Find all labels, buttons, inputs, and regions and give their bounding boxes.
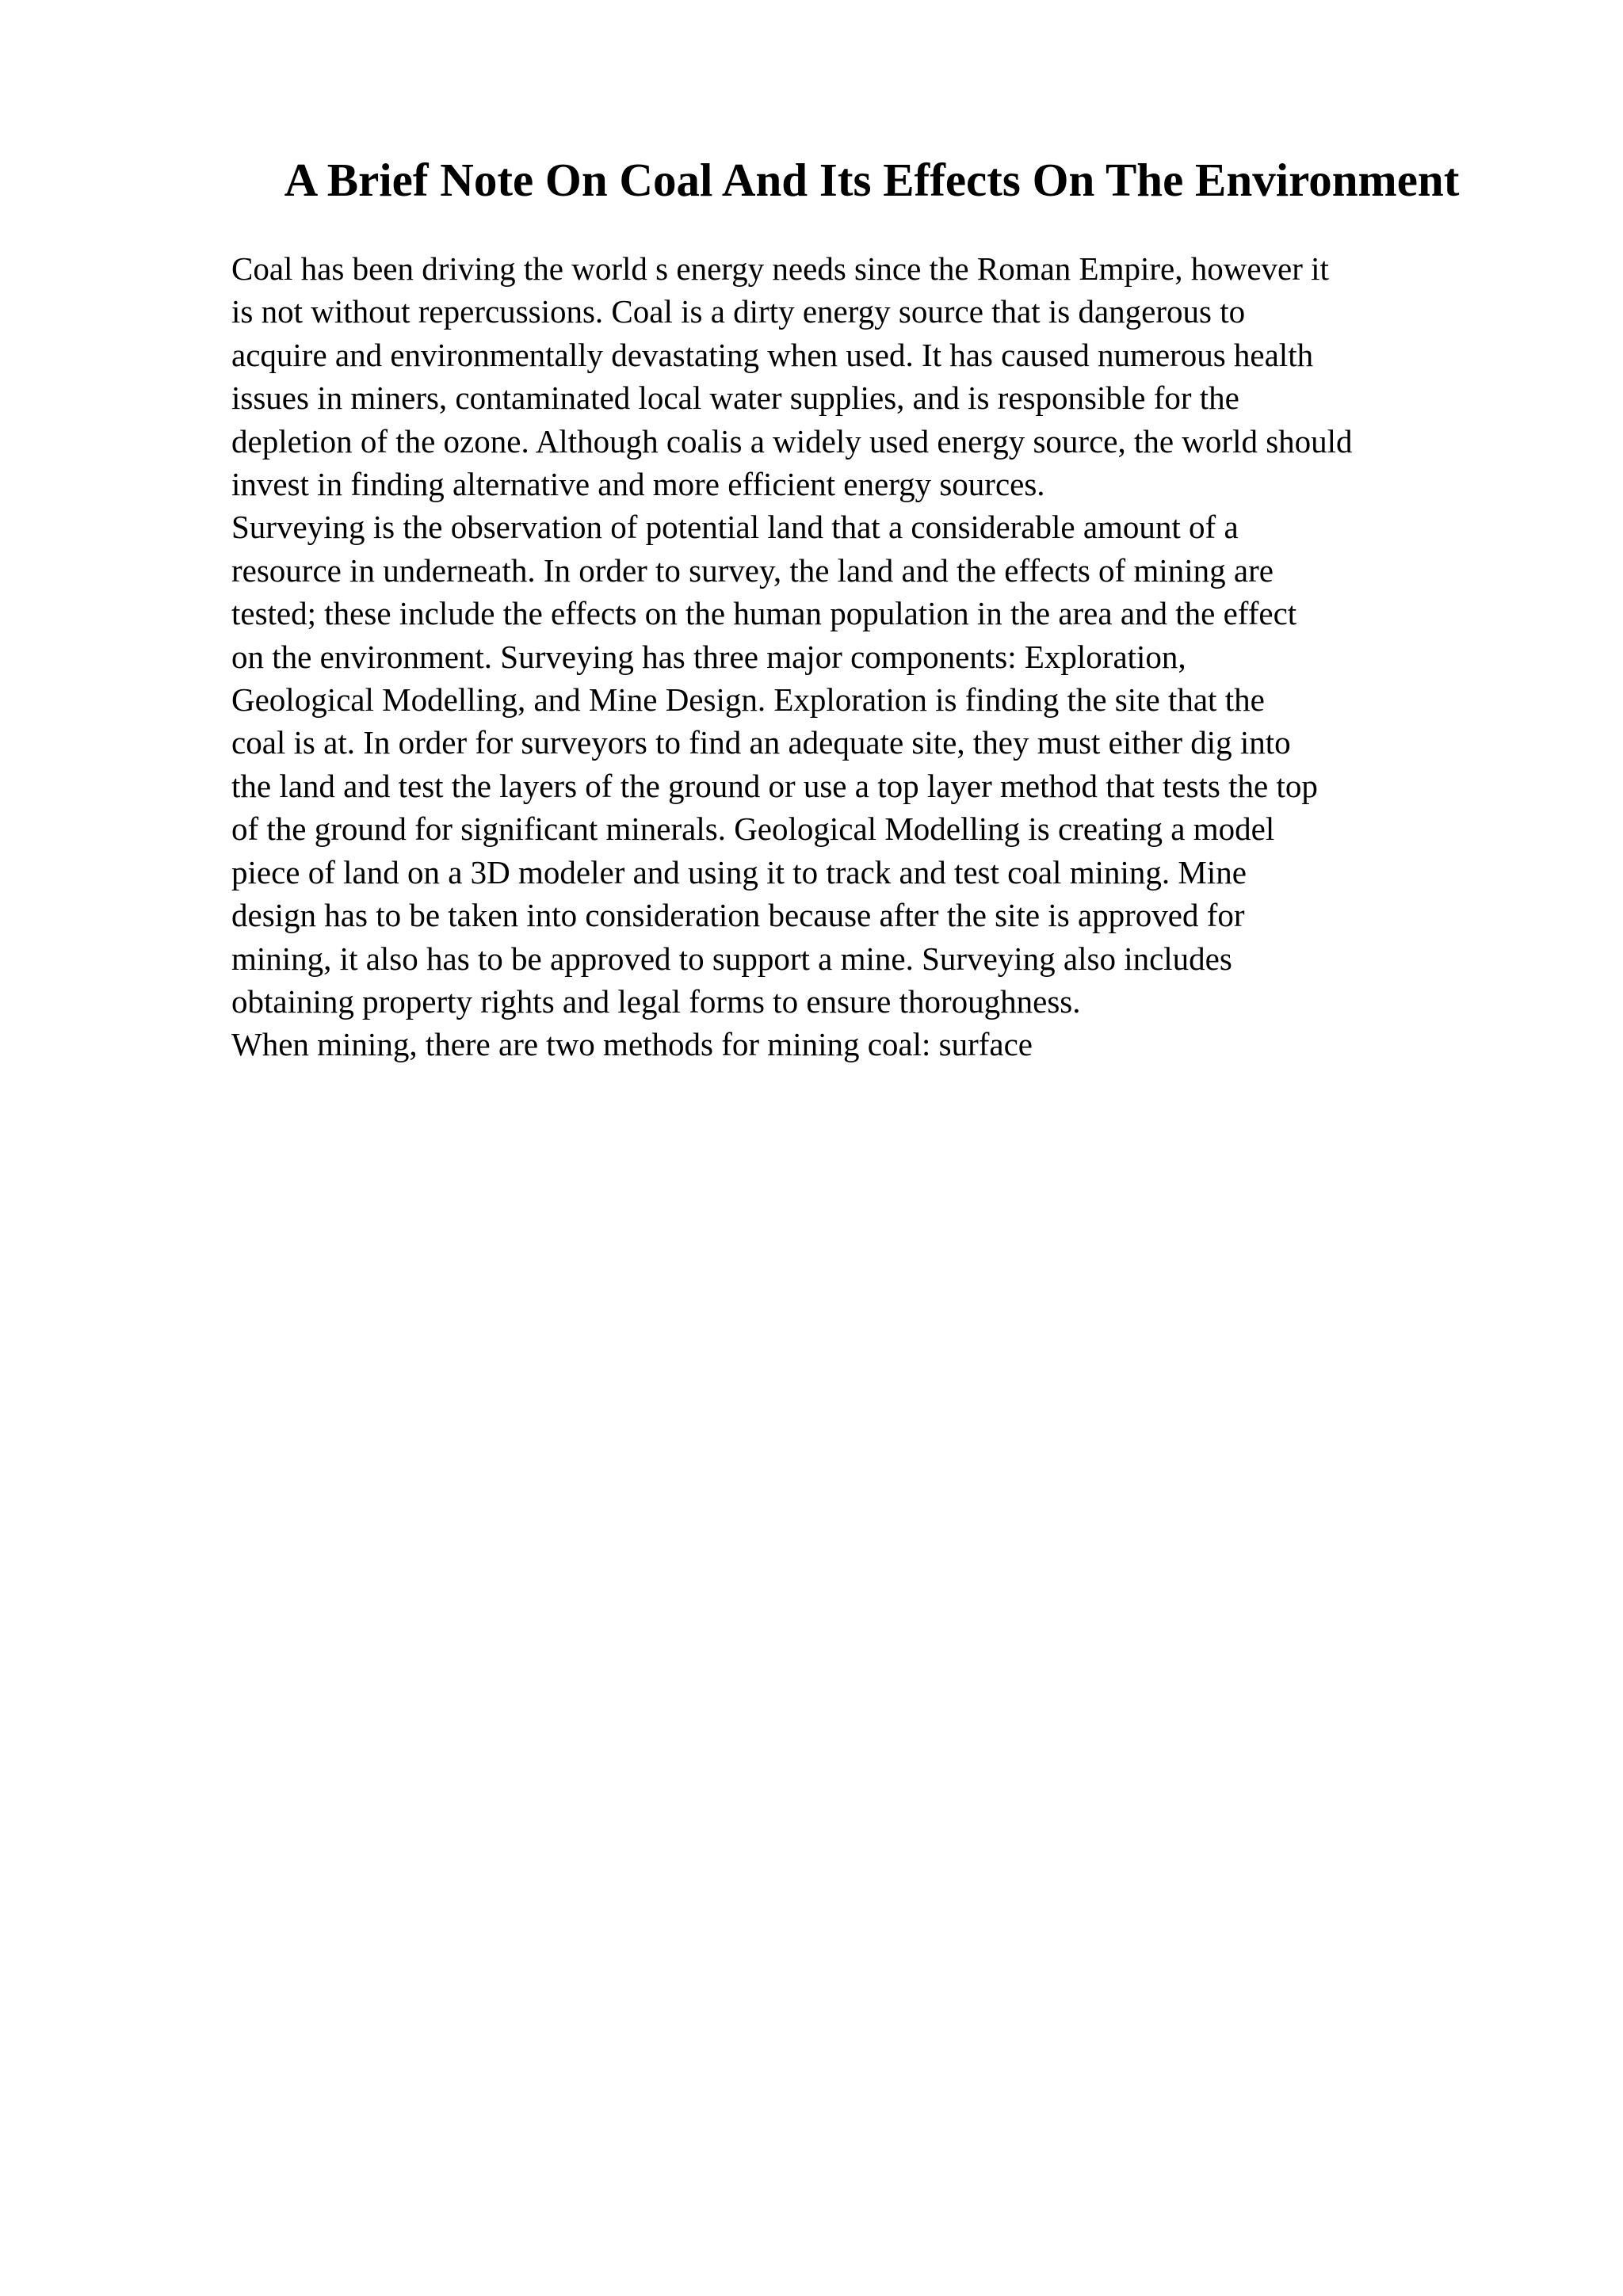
body-line: When mining, there are two methods for mining coal: surface: [231, 1026, 1033, 1063]
body-line: Surveying is the observation of potential land that a considerable amount of a: [231, 509, 1239, 546]
body-line: obtaining property rights and legal forms to ensure thoroughness.: [231, 982, 1081, 1020]
body-line: of the ground for significant minerals. Geological Modelling is creating a model: [231, 810, 1275, 848]
document-body: [231, 247, 1547, 1066]
body-line: issues in miners, contaminated local water supplies, and is responsible for the: [231, 379, 1239, 417]
body-line: acquire and environmentally devastating when used. It has caused numerous health: [231, 336, 1314, 373]
body-line: Geological Modelling, and Mine Design. Exploration is finding the site that the: [231, 681, 1265, 719]
body-line: is not without repercussions. Coal is a dirty energy source that is dangerous to: [231, 293, 1246, 330]
body-line: depletion of the ozone. Although coalis a widely used energy source, the world should: [231, 422, 1353, 460]
body-line: the land and test the layers of the ground or use a top layer method that tests the top: [231, 767, 1318, 804]
body-line: piece of land on a 3D modeler and using it to track and test coal mining. Mine: [231, 853, 1247, 891]
body-line: design has to be taken into consideration because after the site is approved for: [231, 897, 1245, 934]
body-line: Coal has been driving the world s energy needs since the Roman Empire, however it: [231, 250, 1329, 287]
body-line: coal is at. In order for surveyors to find an adequate site, they must either dig into: [231, 724, 1291, 761]
body-line: tested; these include the effects on the human population in the area and the effect: [231, 595, 1297, 632]
body-line: invest in finding alternative and more efficient energy sources.: [231, 466, 1045, 503]
body-line: on the environment. Surveying has three major components: Exploration,: [231, 638, 1186, 675]
document-title: A Brief Note On Coal And Its Effects On The Environment: [284, 154, 1460, 206]
body-line: mining, it also has to be approved to support a mine. Surveying also includes: [231, 940, 1232, 977]
body-line: resource in underneath. In order to survey, the land and the effects of mining are: [231, 551, 1274, 589]
